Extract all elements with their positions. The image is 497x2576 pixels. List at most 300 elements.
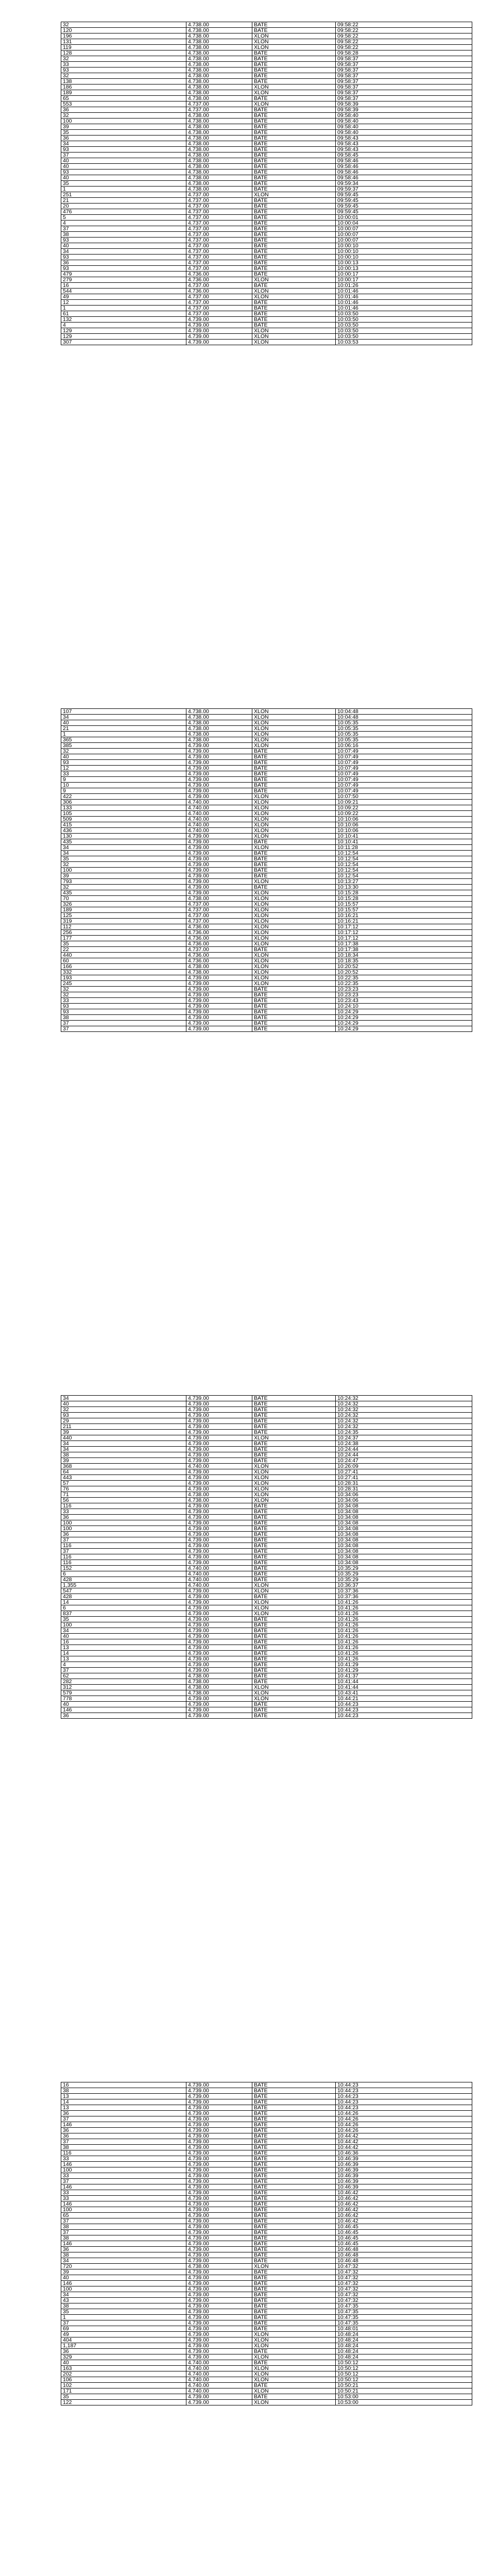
volume-cell: 33 [61, 1509, 186, 1515]
price-cell: 4.738.00 [186, 1685, 252, 1690]
venue-cell: BATE [252, 2122, 336, 2128]
price-cell: 4.739.00 [186, 1026, 252, 1032]
venue-cell: BATE [252, 141, 336, 147]
price-cell: 4.739.00 [186, 2105, 252, 2111]
price-cell: 4.738.00 [186, 187, 252, 192]
table-row [61, 1532, 472, 1537]
time-cell: 10:17:38 [336, 947, 472, 953]
table-row [61, 1560, 472, 1566]
venue-cell: BATE [252, 107, 336, 113]
time-cell: 09:58:46 [336, 175, 472, 181]
price-cell: 4.739.00 [186, 1447, 252, 1452]
venue-cell: XLON [252, 896, 336, 902]
venue-cell: BATE [252, 1577, 336, 1583]
table-row [61, 1594, 472, 1600]
price-cell: 4.739.00 [186, 1520, 252, 1526]
price-cell: 4.739.00 [186, 1015, 252, 1021]
time-cell: 09:58:37 [336, 56, 472, 62]
volume-cell: 4 [61, 221, 186, 226]
time-cell: 10:50:21 [336, 2388, 472, 2394]
table-row [61, 2292, 472, 2298]
venue-cell: XLON [252, 1605, 336, 1611]
table-row [61, 2082, 472, 2088]
table-row [61, 340, 472, 345]
venue-cell: BATE [252, 2269, 336, 2275]
table-row [61, 2116, 472, 2122]
venue-cell: BATE [252, 1622, 336, 1628]
time-cell: 10:27:41 [336, 1475, 472, 1481]
time-cell: 09:58:46 [336, 158, 472, 164]
table-row [61, 2320, 472, 2326]
time-cell: 10:15:28 [336, 896, 472, 902]
table-row [61, 970, 472, 975]
venue-cell: BATE [252, 1520, 336, 1526]
volume-cell: 34 [61, 715, 186, 720]
price-cell: 4.739.00 [186, 749, 252, 754]
time-cell: 10:44:42 [336, 2133, 472, 2139]
price-cell: 4.739.00 [186, 1639, 252, 1645]
volume-cell: 13 [61, 1656, 186, 1662]
price-cell: 4.740.00 [186, 828, 252, 834]
time-cell: 10:41:26 [336, 1639, 472, 1645]
volume-cell: 32 [61, 73, 186, 79]
time-cell: 10:24:47 [336, 1458, 472, 1464]
venue-cell: XLON [252, 1492, 336, 1498]
volume-cell: 39 [61, 1430, 186, 1435]
volume-cell: 131 [61, 39, 186, 45]
venue-cell: BATE [252, 2099, 336, 2105]
price-cell: 4.739.00 [186, 1413, 252, 1418]
table-row [61, 1401, 472, 1407]
price-cell: 4.738.00 [186, 2264, 252, 2269]
volume-cell: 62 [61, 1673, 186, 1679]
volume-cell: 33 [61, 998, 186, 1004]
time-cell: 10:53:00 [336, 2400, 472, 2405]
price-cell: 4.739.00 [186, 862, 252, 868]
venue-cell: BATE [252, 226, 336, 232]
price-cell: 4.739.00 [186, 890, 252, 896]
table-row [61, 777, 472, 783]
table-row [61, 249, 472, 255]
venue-cell: XLON [252, 84, 336, 90]
volume-cell: 125 [61, 913, 186, 919]
volume-cell: 36 [61, 2349, 186, 2354]
time-cell: 10:44:26 [336, 2111, 472, 2116]
price-cell: 4.739.00 [186, 1537, 252, 1543]
price-cell: 4.739.00 [186, 2315, 252, 2320]
price-cell: 4.737.00 [186, 306, 252, 311]
time-cell: 10:27:41 [336, 1469, 472, 1475]
venue-cell: BATE [252, 130, 336, 135]
venue-cell: BATE [252, 2320, 336, 2326]
table-row [61, 1492, 472, 1498]
volume-cell: 443 [61, 1475, 186, 1481]
price-cell: 4.739.00 [186, 1594, 252, 1600]
volume-cell: 100 [61, 118, 186, 124]
price-cell: 4.739.00 [186, 2230, 252, 2235]
time-cell: 10:24:32 [336, 1401, 472, 1407]
venue-cell: XLON [252, 907, 336, 913]
time-cell: 10:34:08 [336, 1526, 472, 1532]
table-row [61, 732, 472, 737]
time-cell: 10:00:10 [336, 255, 472, 260]
venue-cell: XLON [252, 720, 336, 726]
price-cell: 4.738.00 [186, 1492, 252, 1498]
table-row [61, 2201, 472, 2207]
price-cell: 4.738.00 [186, 715, 252, 720]
price-cell: 4.739.00 [186, 766, 252, 771]
time-cell: 10:48:24 [336, 2349, 472, 2354]
time-cell: 10:44:26 [336, 2128, 472, 2133]
price-cell: 4.739.00 [186, 1549, 252, 1554]
table-row [61, 868, 472, 873]
price-cell: 4.738.00 [186, 164, 252, 170]
table-row [61, 67, 472, 73]
venue-cell: BATE [252, 2156, 336, 2162]
table-row [61, 2139, 472, 2145]
table-row [61, 2247, 472, 2252]
table-row [61, 2298, 472, 2303]
table-row [61, 2326, 472, 2332]
table-row [61, 1605, 472, 1611]
time-cell: 10:35:29 [336, 1571, 472, 1577]
venue-cell: BATE [252, 851, 336, 856]
volume-cell: 40 [61, 2360, 186, 2366]
volume-cell: 12 [61, 300, 186, 306]
venue-cell: BATE [252, 1554, 336, 1560]
price-cell: 4.737.00 [186, 215, 252, 221]
price-cell: 4.739.00 [186, 2167, 252, 2173]
table-row [61, 845, 472, 851]
time-cell: 10:44:23 [336, 2094, 472, 2099]
table-row [61, 936, 472, 941]
volume-cell: 20 [61, 204, 186, 209]
time-cell: 10:24:44 [336, 1447, 472, 1452]
price-cell: 4.738.00 [186, 147, 252, 152]
volume-cell: 40 [61, 1634, 186, 1639]
price-cell: 4.739.00 [186, 2320, 252, 2326]
time-cell: 10:24:32 [336, 1413, 472, 1418]
table-row [61, 1004, 472, 1009]
venue-cell: BATE [252, 198, 336, 204]
venue-cell: XLON [252, 1600, 336, 1605]
volume-cell: 36 [61, 2247, 186, 2252]
table-row [61, 1685, 472, 1690]
time-cell: 10:00:13 [336, 266, 472, 272]
venue-cell: BATE [252, 96, 336, 101]
price-cell: 4.739.00 [186, 2162, 252, 2167]
venue-cell: BATE [252, 73, 336, 79]
table-row [61, 2343, 472, 2349]
table-row [61, 1543, 472, 1549]
venue-cell: XLON [252, 924, 336, 930]
table-row [61, 2349, 472, 2354]
table-row [61, 1435, 472, 1441]
time-cell: 10:34:08 [336, 1554, 472, 1560]
venue-cell: BATE [252, 22, 336, 28]
table-row [61, 907, 472, 913]
price-cell: 4.739.00 [186, 2196, 252, 2201]
price-cell: 4.739.00 [186, 1396, 252, 1401]
time-cell: 09:58:43 [336, 147, 472, 152]
time-cell: 10:24:29 [336, 1009, 472, 1015]
time-cell: 10:46:39 [336, 2167, 472, 2173]
volume-cell: 106 [61, 2377, 186, 2383]
table-row [61, 1696, 472, 1702]
volume-cell: 312 [61, 1685, 186, 1690]
venue-cell: XLON [252, 2264, 336, 2269]
price-cell: 4.739.00 [186, 1588, 252, 1594]
time-cell: 10:50:12 [336, 2366, 472, 2371]
time-cell: 09:58:22 [336, 45, 472, 50]
volume-cell: 36 [61, 2111, 186, 2116]
volume-cell: 35 [61, 2309, 186, 2315]
time-cell: 10:16:21 [336, 919, 472, 924]
price-cell: 4.739.00 [186, 1696, 252, 1702]
price-cell: 4.739.00 [186, 2099, 252, 2105]
time-cell: 10:37:36 [336, 1594, 472, 1600]
price-cell: 4.739.00 [186, 885, 252, 890]
volume-cell: 132 [61, 317, 186, 323]
venue-cell: BATE [252, 1549, 336, 1554]
table-row [61, 2190, 472, 2196]
venue-cell: BATE [252, 2252, 336, 2258]
table-row [61, 1707, 472, 1713]
time-cell: 10:34:08 [336, 1532, 472, 1537]
time-cell: 10:46:48 [336, 2258, 472, 2264]
venue-cell: XLON [252, 1469, 336, 1475]
venue-cell: BATE [252, 175, 336, 181]
volume-cell: 107 [61, 709, 186, 715]
time-cell: 10:12:54 [336, 856, 472, 862]
time-cell: 10:41:37 [336, 1673, 472, 1679]
time-cell: 10:07:49 [336, 754, 472, 760]
table-row [61, 1588, 472, 1594]
table-row [61, 1651, 472, 1656]
price-cell: 4.739.00 [186, 2145, 252, 2150]
table-row [61, 771, 472, 777]
volume-cell: 70 [61, 896, 186, 902]
price-cell: 4.738.00 [186, 726, 252, 732]
table-row [61, 2224, 472, 2230]
time-cell: 10:37:36 [336, 1588, 472, 1594]
venue-cell: BATE [252, 306, 336, 311]
price-cell: 4.740.00 [186, 822, 252, 828]
time-cell: 09:59:45 [336, 192, 472, 198]
price-cell: 4.739.00 [186, 1441, 252, 1447]
time-cell: 09:58:22 [336, 28, 472, 33]
time-cell: 10:46:45 [336, 2235, 472, 2241]
venue-cell: BATE [252, 249, 336, 255]
volume-cell: 211 [61, 1424, 186, 1430]
volume-cell: 146 [61, 2184, 186, 2190]
time-cell: 09:58:22 [336, 22, 472, 28]
table-row [61, 2400, 472, 2405]
time-cell: 10:00:17 [336, 272, 472, 277]
price-cell: 4.740.00 [186, 2383, 252, 2388]
time-cell: 10:47:32 [336, 2264, 472, 2269]
price-cell: 4.739.00 [186, 2354, 252, 2360]
table-row [61, 209, 472, 215]
price-cell: 4.739.00 [186, 2179, 252, 2184]
venue-cell: BATE [252, 1628, 336, 1634]
price-cell: 4.739.00 [186, 2241, 252, 2247]
price-cell: 4.739.00 [186, 981, 252, 987]
volume-cell: 435 [61, 839, 186, 845]
time-cell: 10:00:17 [336, 277, 472, 283]
volume-cell: 32 [61, 885, 186, 890]
time-cell: 10:22:35 [336, 975, 472, 981]
volume-cell: 32 [61, 22, 186, 28]
volume-cell: 34 [61, 1628, 186, 1634]
price-cell: 4.738.00 [186, 45, 252, 50]
venue-cell: BATE [252, 1679, 336, 1685]
table-row [61, 754, 472, 760]
volume-cell: 35 [61, 941, 186, 947]
price-cell: 4.739.00 [186, 1469, 252, 1475]
venue-cell: XLON [252, 45, 336, 50]
table-row [61, 2303, 472, 2309]
price-cell: 4.739.00 [186, 1481, 252, 1486]
table-row [61, 289, 472, 294]
table-row [61, 2360, 472, 2366]
price-cell: 4.739.00 [186, 1004, 252, 1009]
venue-cell: BATE [252, 1656, 336, 1662]
venue-cell: BATE [252, 2394, 336, 2400]
volume-cell: 38 [61, 2224, 186, 2230]
time-cell: 10:01:46 [336, 300, 472, 306]
table-row [61, 272, 472, 277]
table-row [61, 232, 472, 238]
time-cell: 10:24:29 [336, 1026, 472, 1032]
venue-cell: XLON [252, 732, 336, 737]
time-cell: 10:00:10 [336, 249, 472, 255]
table-row [61, 2332, 472, 2337]
time-cell: 09:58:37 [336, 67, 472, 73]
price-cell: 4.739.00 [186, 2281, 252, 2286]
time-cell: 10:46:39 [336, 2162, 472, 2167]
venue-cell: BATE [252, 2218, 336, 2224]
table-row [61, 2133, 472, 2139]
price-cell: 4.737.00 [186, 283, 252, 289]
table-row [61, 885, 472, 890]
price-cell: 4.737.00 [186, 255, 252, 260]
price-cell: 4.737.00 [186, 249, 252, 255]
price-cell: 4.739.00 [186, 1656, 252, 1662]
time-cell: 10:24:32 [336, 1418, 472, 1424]
venue-cell: XLON [252, 890, 336, 896]
price-cell: 4.738.00 [186, 175, 252, 181]
volume-cell: 100 [61, 868, 186, 873]
venue-cell: XLON [252, 334, 336, 340]
venue-cell: BATE [252, 1634, 336, 1639]
time-cell: 10:00:13 [336, 260, 472, 266]
time-cell: 10:05:35 [336, 720, 472, 726]
time-cell: 10:46:42 [336, 2201, 472, 2207]
price-cell: 4.739.00 [186, 845, 252, 851]
table-row [61, 90, 472, 96]
time-cell: 10:41:44 [336, 1679, 472, 1685]
volume-cell: 49 [61, 2332, 186, 2337]
price-cell: 4.739.00 [186, 1622, 252, 1628]
price-cell: 4.739.00 [186, 1509, 252, 1515]
trades-table-2 [61, 708, 472, 1032]
time-cell: 10:46:36 [336, 2150, 472, 2156]
venue-cell: BATE [252, 2315, 336, 2320]
volume-cell: 1,187 [61, 2343, 186, 2349]
volume-cell: 189 [61, 907, 186, 913]
time-cell: 10:44:42 [336, 2145, 472, 2150]
table-row [61, 215, 472, 221]
volume-cell: 37 [61, 2230, 186, 2235]
volume-cell: 440 [61, 953, 186, 958]
price-cell: 4.738.00 [186, 732, 252, 737]
venue-cell: BATE [252, 777, 336, 783]
volume-cell: 34 [61, 1441, 186, 1447]
volume-cell: 13 [61, 1645, 186, 1651]
volume-cell: 428 [61, 1594, 186, 1600]
volume-cell: 37 [61, 2320, 186, 2326]
volume-cell: 33 [61, 2196, 186, 2201]
table-row [61, 277, 472, 283]
price-cell: 4.738.00 [186, 970, 252, 975]
table-row [61, 187, 472, 192]
table-row [61, 890, 472, 896]
price-cell: 4.739.00 [186, 334, 252, 340]
price-cell: 4.739.00 [186, 2400, 252, 2405]
venue-cell: BATE [252, 2383, 336, 2388]
price-cell: 4.739.00 [186, 783, 252, 788]
venue-cell: BATE [252, 67, 336, 73]
table-row [61, 2383, 472, 2388]
volume-cell: 1 [61, 732, 186, 737]
time-cell: 10:01:26 [336, 283, 472, 289]
table-row [61, 862, 472, 868]
volume-cell: 100 [61, 2167, 186, 2173]
venue-cell: BATE [252, 1441, 336, 1447]
venue-cell: BATE [252, 839, 336, 845]
price-cell: 4.739.00 [186, 834, 252, 839]
venue-cell: BATE [252, 1526, 336, 1532]
price-cell: 4.739.00 [186, 1021, 252, 1026]
volume-cell: 93 [61, 1413, 186, 1418]
price-cell: 4.739.00 [186, 879, 252, 885]
table-row [61, 1583, 472, 1588]
time-cell: 10:46:45 [336, 2241, 472, 2247]
time-cell: 10:07:49 [336, 766, 472, 771]
time-cell: 09:59:37 [336, 187, 472, 192]
table-row [61, 323, 472, 328]
price-cell: 4.739.00 [186, 2218, 252, 2224]
venue-cell: BATE [252, 856, 336, 862]
time-cell: 10:48:24 [336, 2354, 472, 2360]
volume-cell: 365 [61, 737, 186, 743]
time-cell: 10:17:12 [336, 924, 472, 930]
volume-cell: 37 [61, 1026, 186, 1032]
table-row [61, 2196, 472, 2201]
venue-cell: BATE [252, 113, 336, 118]
time-cell: 10:00:07 [336, 232, 472, 238]
price-cell: 4.738.00 [186, 141, 252, 147]
volume-cell: 40 [61, 2275, 186, 2281]
table-row [61, 1622, 472, 1628]
table-row [61, 152, 472, 158]
venue-cell: BATE [252, 1702, 336, 1707]
venue-cell: XLON [252, 2354, 336, 2360]
time-cell: 09:59:34 [336, 181, 472, 187]
table-row [61, 2173, 472, 2179]
time-cell: 10:46:42 [336, 2218, 472, 2224]
